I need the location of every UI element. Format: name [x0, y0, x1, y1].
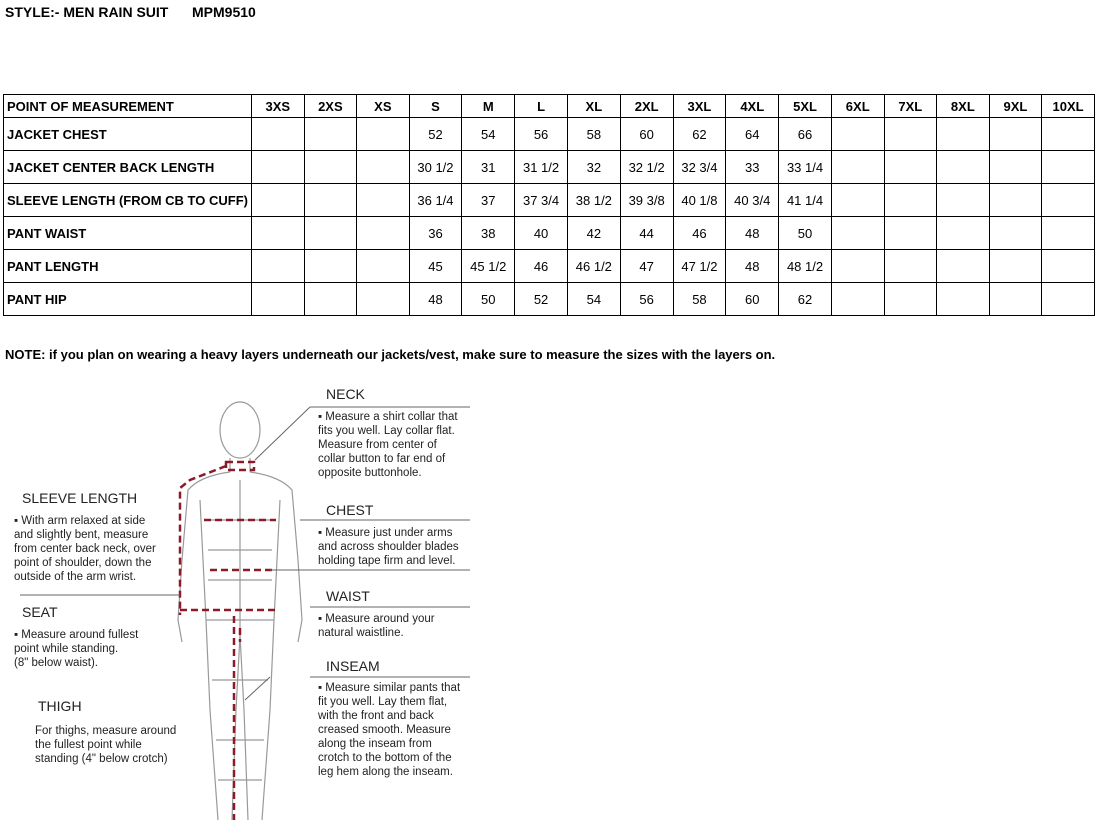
thigh-desc: For thighs, measure around the fullest point while standing (4" below crotch) — [35, 725, 177, 765]
table-cell: 42 — [567, 217, 620, 250]
table-cell — [1042, 283, 1095, 316]
table-row — [4, 250, 1095, 283]
table-cell — [884, 151, 937, 184]
table-cell — [304, 217, 357, 250]
table-cell: 45 1/2 — [462, 250, 515, 283]
table-cell: 56 — [620, 283, 673, 316]
header-cell-size: 3XL — [673, 95, 726, 118]
table-cell — [989, 151, 1042, 184]
table-cell: 44 — [620, 217, 673, 250]
inseam-title: INSEAM — [326, 658, 380, 674]
row-label-cell: JACKET CENTER BACK LENGTH — [4, 151, 252, 184]
table-cell — [831, 118, 884, 151]
chest-title: CHEST — [326, 502, 374, 518]
header-cell-size: 2XL — [620, 95, 673, 118]
table-cell: 52 — [409, 118, 462, 151]
table-cell — [937, 283, 990, 316]
header-cell-size: M — [462, 95, 515, 118]
table-cell: 37 — [462, 184, 515, 217]
table-cell — [937, 151, 990, 184]
table-cell: 37 3/4 — [515, 184, 568, 217]
table-cell: 46 1/2 — [567, 250, 620, 283]
table-cell: 58 — [673, 283, 726, 316]
table-cell: 39 3/8 — [620, 184, 673, 217]
table-cell: 50 — [462, 283, 515, 316]
header-cell-size: XL — [567, 95, 620, 118]
chest-desc: ▪ Measure just under arms and across shoulder blades holding tape firm and level. — [318, 526, 459, 568]
layering-note: NOTE: if you plan on wearing a heavy layers underneath our jackets/vest, make sure to measure the sizes with the layers on. — [5, 347, 776, 362]
neck-title: NECK — [326, 386, 365, 402]
table-cell: 33 — [726, 151, 779, 184]
table-row — [4, 151, 1095, 184]
table-cell: 32 3/4 — [673, 151, 726, 184]
table-cell — [989, 283, 1042, 316]
table-cell — [831, 250, 884, 283]
header-cell-size: XS — [357, 95, 409, 118]
table-cell — [251, 217, 304, 250]
table-cell: 40 — [515, 217, 568, 250]
table-cell — [937, 118, 990, 151]
table-cell — [304, 250, 357, 283]
table-row — [4, 283, 1095, 316]
table-cell: 32 — [567, 151, 620, 184]
header-cell-size: 10XL — [1042, 95, 1095, 118]
waist-title: WAIST — [326, 588, 370, 604]
table-row — [4, 217, 1095, 250]
header-cell-size: 3XS — [251, 95, 304, 118]
inseam-desc: ▪ Measure similar pants that fit you well. Lay them flat, with the front and back creased smooth. Measure along the inseam from crotch to the bottom of the leg hem along the inseam. — [318, 681, 460, 779]
waist-desc: ▪ Measure around your natural waistline. — [318, 612, 435, 640]
header-cell-size: L — [515, 95, 568, 118]
table-cell — [357, 250, 409, 283]
table-cell — [831, 283, 884, 316]
header-cell-size: 8XL — [937, 95, 990, 118]
table-cell: 56 — [515, 118, 568, 151]
table-header-row — [4, 95, 1095, 118]
header-cell-size: 6XL — [831, 95, 884, 118]
table-cell — [357, 283, 409, 316]
table-cell — [251, 250, 304, 283]
thigh-title: THIGH — [38, 698, 82, 714]
table-cell — [831, 217, 884, 250]
table-cell: 54 — [567, 283, 620, 316]
table-cell: 62 — [779, 283, 832, 316]
table-cell: 62 — [673, 118, 726, 151]
table-cell: 38 1/2 — [567, 184, 620, 217]
table-row — [4, 118, 1095, 151]
size-chart-table — [3, 94, 1095, 316]
table-cell: 48 — [409, 283, 462, 316]
table-cell — [357, 184, 409, 217]
header-cell-size: 7XL — [884, 95, 937, 118]
table-cell — [884, 184, 937, 217]
table-cell: 40 1/8 — [673, 184, 726, 217]
row-label-cell: SLEEVE LENGTH (FROM CB TO CUFF) — [4, 184, 252, 217]
table-cell — [1042, 250, 1095, 283]
table-cell: 31 1/2 — [515, 151, 568, 184]
table-cell: 46 — [515, 250, 568, 283]
table-cell — [357, 151, 409, 184]
table-cell: 52 — [515, 283, 568, 316]
table-cell: 41 1/4 — [779, 184, 832, 217]
table-cell: 50 — [779, 217, 832, 250]
table-cell: 48 — [726, 217, 779, 250]
seat-desc: ▪ Measure around fullest point while standing. (8" below waist). — [14, 628, 138, 670]
table-cell — [304, 151, 357, 184]
table-cell — [937, 184, 990, 217]
row-label-cell: PANT LENGTH — [4, 250, 252, 283]
table-cell — [937, 250, 990, 283]
neck-desc: ▪ Measure a shirt collar that fits you well. Lay collar flat. Measure from center of collar button to far end of opposite buttonhole. — [318, 410, 458, 480]
table-cell — [937, 217, 990, 250]
table-cell: 66 — [779, 118, 832, 151]
table-cell — [304, 283, 357, 316]
table-cell — [251, 184, 304, 217]
table-cell — [831, 184, 884, 217]
header-cell-size: S — [409, 95, 462, 118]
header-cell-size: 9XL — [989, 95, 1042, 118]
table-cell — [989, 250, 1042, 283]
table-cell: 32 1/2 — [620, 151, 673, 184]
table-cell: 46 — [673, 217, 726, 250]
sleeve-desc: ▪ With arm relaxed at side and slightly bent, measure from center back neck, over point of shoulder, down the outside of the arm wrist. — [14, 514, 156, 584]
table-cell: 54 — [462, 118, 515, 151]
style-code: MPM9510 — [192, 4, 256, 20]
table-cell — [1042, 151, 1095, 184]
table-cell: 47 — [620, 250, 673, 283]
header-cell-size: 4XL — [726, 95, 779, 118]
header-cell-size: 2XS — [304, 95, 357, 118]
table-cell: 48 — [726, 250, 779, 283]
table-cell: 47 1/2 — [673, 250, 726, 283]
table-cell — [884, 250, 937, 283]
table-cell — [884, 217, 937, 250]
table-cell — [251, 283, 304, 316]
table-cell: 60 — [726, 283, 779, 316]
table-cell — [989, 217, 1042, 250]
table-cell: 36 — [409, 217, 462, 250]
table-cell — [884, 118, 937, 151]
table-cell: 36 1/4 — [409, 184, 462, 217]
table-cell — [831, 151, 884, 184]
table-cell: 38 — [462, 217, 515, 250]
row-label-cell: PANT WAIST — [4, 217, 252, 250]
table-cell: 58 — [567, 118, 620, 151]
table-cell — [1042, 118, 1095, 151]
table-cell — [1042, 184, 1095, 217]
row-label-cell: JACKET CHEST — [4, 118, 252, 151]
table-row — [4, 184, 1095, 217]
table-cell — [989, 184, 1042, 217]
header-cell-measurement: POINT OF MEASUREMENT — [4, 95, 252, 118]
table-cell: 31 — [462, 151, 515, 184]
table-cell — [304, 118, 357, 151]
table-cell: 45 — [409, 250, 462, 283]
header-cell-size: 5XL — [779, 95, 832, 118]
seat-title: SEAT — [22, 604, 58, 620]
table-cell: 48 1/2 — [779, 250, 832, 283]
table-cell: 40 3/4 — [726, 184, 779, 217]
table-cell: 64 — [726, 118, 779, 151]
table-cell — [357, 118, 409, 151]
table-cell: 33 1/4 — [779, 151, 832, 184]
table-cell — [989, 118, 1042, 151]
table-cell: 60 — [620, 118, 673, 151]
table-cell — [357, 217, 409, 250]
table-cell — [1042, 217, 1095, 250]
sleeve-title: SLEEVE LENGTH — [22, 490, 138, 506]
table-cell — [884, 283, 937, 316]
style-label: STYLE:- MEN RAIN SUIT — [5, 4, 169, 20]
table-cell — [251, 151, 304, 184]
row-label-cell: PANT HIP — [4, 283, 252, 316]
table-cell — [304, 184, 357, 217]
table-cell — [251, 118, 304, 151]
table-cell: 30 1/2 — [409, 151, 462, 184]
